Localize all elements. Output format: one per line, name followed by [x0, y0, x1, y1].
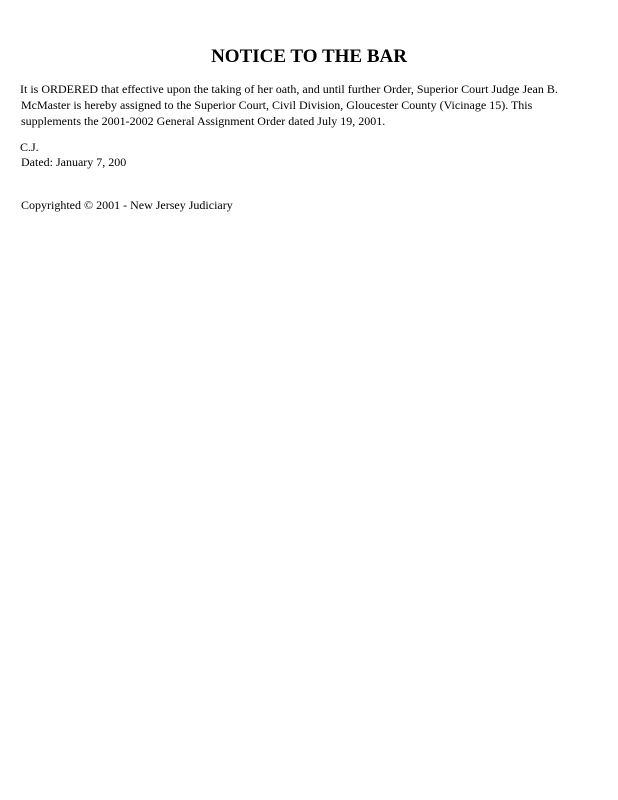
order-paragraph	[20, 81, 610, 129]
page-title: NOTICE TO THE BAR	[211, 46, 407, 67]
paragraph-line: It is ORDERED that effective upon the taking of her oath, and until further Order, Superior Court Judge Jean B.	[20, 82, 558, 96]
signature-name: C.J.	[20, 140, 39, 154]
paragraph-line: supplements the 2001-2002 General Assignment Order dated July 19, 2001.	[21, 114, 386, 128]
signature-block	[20, 140, 126, 170]
copyright-notice: Copyrighted © 2001 - New Jersey Judiciary	[21, 198, 233, 212]
paragraph-line: McMaster is hereby assigned to the Superior Court, Civil Division, Gloucester County (Vicinage 15). This	[21, 98, 533, 112]
dated-line: Dated: January 7, 200	[21, 155, 127, 169]
